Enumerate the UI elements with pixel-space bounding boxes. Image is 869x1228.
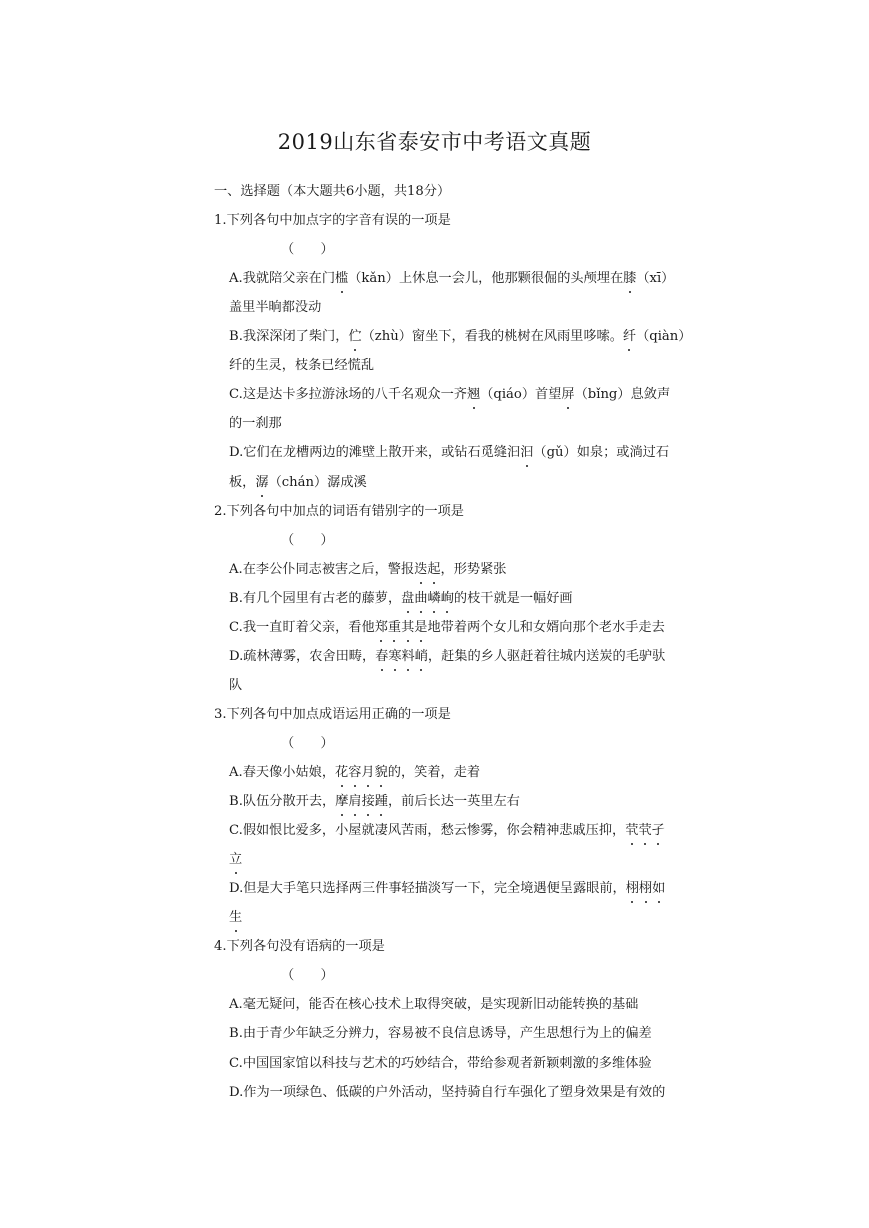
- emphasis-dot-char: 纤: [622, 329, 637, 344]
- option-line: [229, 1084, 665, 1102]
- option-text: 由于青少年缺乏分辨力，容易被不良信息诱导，产生思想行为上的偏差: [242, 1026, 652, 1041]
- dotted-text: [561, 387, 574, 402]
- emphasis-dot-char: 春: [375, 649, 389, 664]
- option-line: [229, 648, 665, 666]
- option-label: B.: [229, 591, 243, 606]
- emphasis-dot-char: 貌: [374, 765, 388, 780]
- option-text: 这是达卡多拉游泳场的八千名观众一齐: [242, 387, 467, 402]
- emphasis-dot-char: 伫: [348, 329, 362, 344]
- option-label: B.: [229, 329, 243, 344]
- option-text: 但是大手笔只选择两三件事轻描淡写一下，完全境遇便呈露眼前，: [243, 881, 626, 896]
- option-text: （bǐng）息敛声: [574, 387, 671, 402]
- option-text: 盖里半晌都没动: [229, 300, 322, 315]
- option-label: D.: [229, 445, 244, 460]
- option-text: 它们在龙槽两边的滩壁上散开来，或钻石觅缝汩: [243, 445, 521, 460]
- emphasis-dot-char: 茕: [638, 823, 652, 838]
- emphasis-dot-char: 潺: [255, 475, 269, 490]
- option-line: [229, 474, 367, 492]
- dotted-text: [414, 562, 440, 577]
- option-text: 在李公仆同志被害之后，警报: [242, 562, 415, 577]
- option-line: [229, 996, 638, 1014]
- option-label: B.: [229, 1026, 243, 1041]
- emphasis-dot-char: 起: [427, 562, 441, 577]
- emphasis-dot-char: 曲: [414, 591, 428, 606]
- option-text: （zhù）窗坐下，看我的桃树在风雨里哆嗦。: [361, 329, 623, 344]
- emphasis-dot-char: 月: [361, 765, 375, 780]
- option-text: ，形势紧张: [440, 562, 507, 577]
- option-label: D.: [229, 881, 244, 896]
- emphasis-dot-char: 是: [414, 620, 428, 635]
- dotted-text: [520, 445, 533, 460]
- option-line: [229, 793, 520, 811]
- emphasis-dot-char: 屏: [561, 387, 575, 402]
- option-line: [229, 270, 674, 288]
- option-label: A.: [229, 997, 243, 1012]
- answer-bracket: （ ）: [281, 533, 334, 548]
- option-line: [229, 880, 665, 898]
- option-label: A.: [229, 765, 243, 780]
- option-text: 作为一项绿色、低碳的户外活动，坚持骑自行车强化了塑身效果是有效的: [243, 1085, 666, 1100]
- option-line: [229, 328, 691, 346]
- option-label: C.: [229, 823, 243, 838]
- question-stem: 2.下列各句中加点的词语有错别字的一项是: [214, 504, 464, 519]
- option-text: 假如恨比爱多，小屋就凄风苦雨，愁云惨雾，你会精神悲戚压抑，: [242, 823, 626, 838]
- dotted-text: [626, 881, 666, 896]
- emphasis-dot-char: 重: [387, 620, 402, 635]
- option-line: [229, 561, 506, 579]
- option-text: ，前后长达一英里左右: [387, 794, 520, 809]
- option-line: [229, 764, 480, 782]
- option-text: 我一直盯着父亲，看他: [242, 620, 375, 635]
- dotted-text: [335, 271, 348, 286]
- emphasis-dot-char: 其: [401, 620, 415, 635]
- option-line: [229, 822, 665, 840]
- dotted-text: [625, 823, 665, 838]
- dotted-text: [375, 620, 428, 635]
- option-line: [229, 851, 242, 869]
- emphasis-dot-char: 踵: [374, 794, 388, 809]
- emphasis-dot-char: 茕: [625, 823, 639, 838]
- option-line: [229, 386, 670, 404]
- answer-bracket: （ ）: [281, 242, 334, 257]
- option-text: （kǎn）上休息一会儿，他那颗很倔的头颅埋在: [348, 271, 624, 286]
- answer-bracket: （ ）: [281, 736, 334, 751]
- option-label: D.: [229, 1085, 244, 1100]
- emphasis-dot-char: 摩: [335, 794, 349, 809]
- emphasis-dot-char: 栩: [625, 881, 639, 896]
- emphasis-dot-char: 寒: [388, 649, 402, 664]
- dotted-text: [467, 387, 480, 402]
- option-line: [229, 1055, 652, 1073]
- option-line: [229, 299, 321, 317]
- emphasis-dot-char: 嶙: [427, 591, 441, 606]
- option-text: 有几个园里有古老的藤萝，: [242, 591, 402, 606]
- option-text: 中国国家馆以科技与艺术的巧妙结合，带给参观者新颖刺激的多维体验: [242, 1056, 652, 1071]
- option-text: 纤的生灵，枝条已经慌乱: [229, 358, 375, 373]
- emphasis-dot-char: 花: [335, 765, 349, 780]
- emphasis-dot-char: 孑: [651, 823, 665, 838]
- emphasis-dot-char: 槛: [335, 271, 349, 286]
- option-label: B.: [229, 794, 243, 809]
- emphasis-dot-char: 接: [361, 794, 375, 809]
- emphasis-dot-char: 峭: [414, 649, 428, 664]
- option-line: [229, 909, 242, 927]
- emphasis-dot-char: 料: [401, 649, 415, 664]
- option-text: 的，笑着，走着: [387, 765, 481, 780]
- emphasis-dot-char: 翘: [467, 387, 481, 402]
- option-label: D.: [229, 649, 244, 664]
- option-line: [229, 1025, 652, 1043]
- option-label: A.: [229, 562, 243, 577]
- option-text: 地带着两个女儿和女婿向那个老水手走去: [427, 620, 665, 635]
- dotted-text: [401, 591, 454, 606]
- answer-bracket: （ ）: [281, 968, 334, 983]
- option-text: 队伍分散开去，: [242, 794, 336, 809]
- question-stem: 1.下列各句中加点字的字音有误的一项是: [214, 213, 451, 228]
- emphasis-dot-char: 膝: [623, 271, 637, 286]
- emphasis-dot-char: 立: [229, 852, 243, 867]
- dotted-text: [375, 649, 428, 664]
- option-text: （qiáo）首望: [480, 387, 562, 402]
- emphasis-dot-char: 汩: [520, 445, 534, 460]
- option-text: 我深深闭了柴门，: [242, 329, 349, 344]
- option-text: 我就陪父亲在门: [242, 271, 336, 286]
- option-label: C.: [229, 620, 243, 635]
- dotted-text: [229, 910, 242, 925]
- option-text: （chán）潺成溪: [268, 475, 367, 490]
- page-title: 2019山东省泰安市中考语文真题: [277, 130, 592, 154]
- emphasis-dot-char: 肩: [348, 794, 362, 809]
- emphasis-dot-char: 如: [652, 881, 666, 896]
- dotted-text: [255, 475, 268, 490]
- option-line: [229, 415, 282, 433]
- section-heading: 一、选择题（本大题共6小题，共18分）: [214, 184, 451, 199]
- dotted-text: [229, 852, 242, 867]
- option-line: [229, 357, 374, 375]
- dotted-text: [348, 329, 361, 344]
- option-text: 队: [229, 678, 243, 693]
- emphasis-dot-char: 峋: [440, 591, 454, 606]
- question-stem: 4.下列各句没有语病的一项是: [214, 939, 385, 954]
- option-line: [229, 590, 573, 608]
- option-text: 春天像小姑娘，: [242, 765, 336, 780]
- emphasis-dot-char: 郑: [374, 620, 388, 635]
- emphasis-dot-char: 生: [229, 910, 243, 925]
- option-text: 的枝干就是一幅好画: [453, 591, 573, 606]
- emphasis-dot-char: 容: [348, 765, 362, 780]
- option-label: C.: [229, 387, 243, 402]
- option-label: A.: [229, 271, 243, 286]
- option-text: 毫无疑问，能否在核心技术上取得突破，是实现新旧动能转换的基础: [242, 997, 639, 1012]
- dotted-text: [623, 271, 636, 286]
- option-text: （xī）: [636, 271, 675, 286]
- option-text: 的一刹那: [229, 416, 282, 431]
- dotted-text: [335, 765, 388, 780]
- option-text: （gǔ）如泉；或淌过石: [533, 445, 670, 460]
- emphasis-dot-char: 迭: [414, 562, 428, 577]
- emphasis-dot-char: 栩: [638, 881, 653, 896]
- option-text: 板，: [229, 475, 256, 490]
- option-text: ，赶集的乡人驱赶着往城内送炭的毛驴驮: [427, 649, 666, 664]
- emphasis-dot-char: 盘: [401, 591, 415, 606]
- option-line: [229, 444, 669, 462]
- question-stem: 3.下列各句中加点成语运用正确的一项是: [214, 707, 451, 722]
- dotted-text: [335, 794, 388, 809]
- dotted-text: [623, 329, 636, 344]
- option-text: 疏林薄雾，农舍田畴，: [243, 649, 376, 664]
- option-line: [229, 677, 242, 695]
- option-label: C.: [229, 1056, 243, 1071]
- option-line: [229, 619, 665, 637]
- option-text: （qiàn）: [636, 329, 692, 344]
